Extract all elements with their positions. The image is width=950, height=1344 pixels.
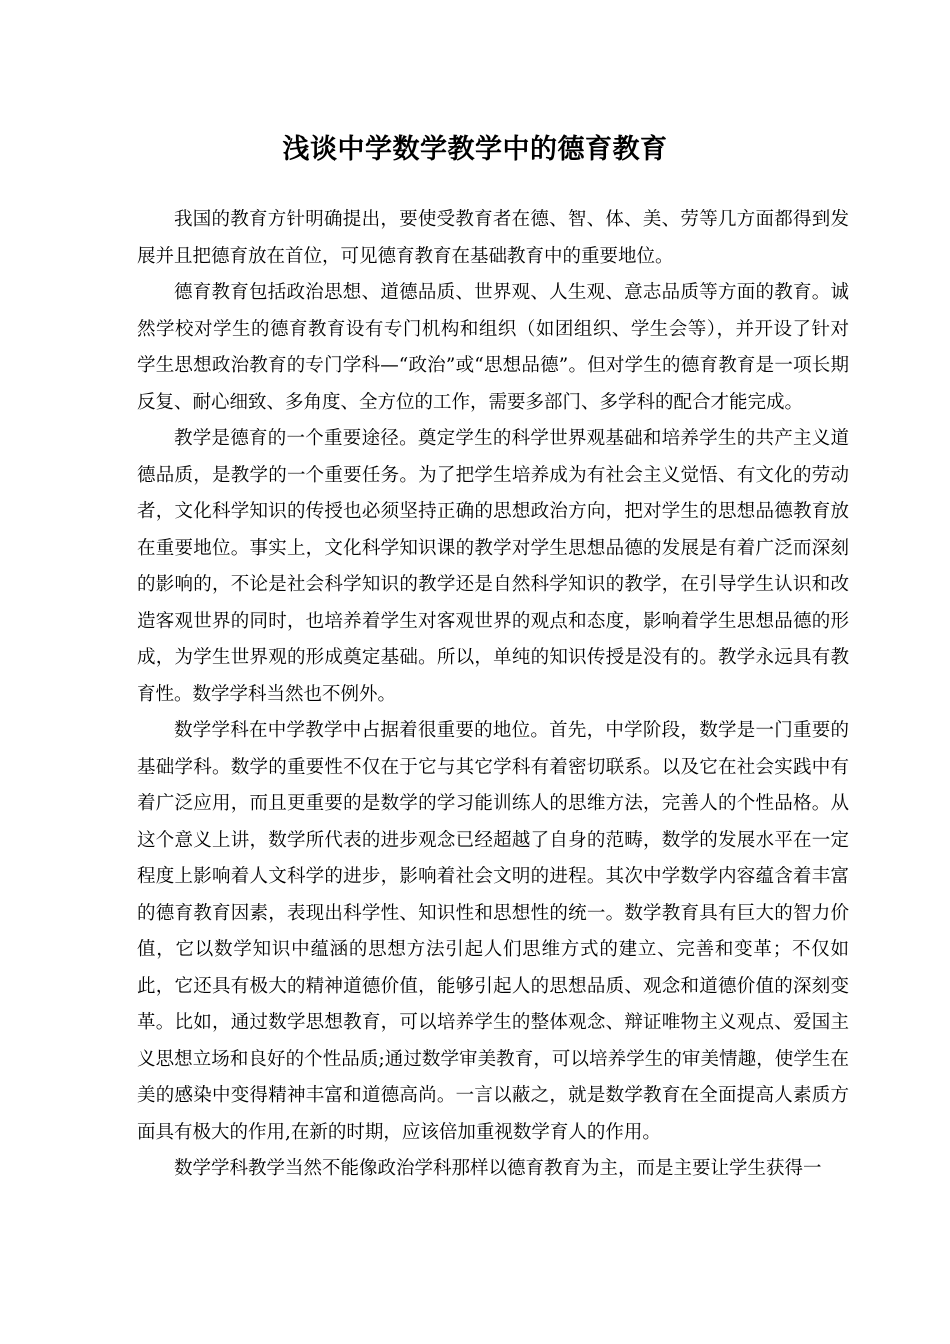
paragraph-2: 德育教育包括政治思想、道德品质、世界观、人生观、意志品质等方面的教育。诚然学校对学生的德育教育设有专门机构和组织（如团组织、学生会等），并开设了针对学生思想政治教育的专门学科—“政治”或“思想品德”。但对学生的德育教育是一项长期反复、耐心细致、多角度、全方位的工作，需要多部门、多学科的配合才能完成。 xyxy=(137,282,849,413)
document-title: 浅谈中学数学教学中的德育教育 xyxy=(282,134,668,165)
document-body xyxy=(137,202,849,1188)
paragraph-5: 数学学科教学当然不能像政治学科那样以德育教育为主，而是主要让学生获得一 xyxy=(174,1158,822,1179)
paragraph-4: 数学学科在中学教学中占据着很重要的地位。首先，中学阶段，数学是一门重要的基础学科。数学的重要性不仅在于它与其它学科有着密切联系。以及它在社会实践中有着广泛应用，而且更重要的是数学的学习能训练人的思维方法，完善人的个性品格。从这个意义上讲，数学所代表的进步观念已经超越了自身的范畴，数学的发展水平在一定程度上影响着人文科学的进步，影响着社会文明的进程。其次中学数学内容蕴含着丰富的德育教育因素，表现出科学性、知识性和思想性的统一。数学教育具有巨大的智力价值，它以数学知识中蕴涵的思想方法引起人们思维方式的建立、完善和变革；不仅如此，它还具有极大的精神道德价值，能够引起人的思想品质、观念和道德价值的深刻变革。比如，通过数学思想教育，可以培养学生的整体观念、辩证唯物主义观点、爱国主义思想立场和良好的个性品质;通过数学审美教育，可以培养学生的审美情趣，使学生在美的感染中变得精神丰富和道德高尚。一言以蔽之，就是数学教育在全面提高人素质方面具有极大的作用,在新的时期，应该倍加重视数学育人的作用。 xyxy=(137,720,849,1143)
paragraph-3: 教学是德育的一个重要途径。奠定学生的科学世界观基础和培养学生的共产主义道德品质，是教学的一个重要任务。为了把学生培养成为有社会主义觉悟、有文化的劳动者，文化科学知识的传授也必须坚持正确的思想政治方向，把对学生的思想品德教育放在重要地位。事实上，文化科学知识课的教学对学生思想品德的发展是有着广泛而深刻的影响的，不论是社会科学知识的教学还是自然科学知识的教学，在引导学生认识和改造客观世界的同时，也培养着学生对客观世界的观点和态度，影响着学生思想品德的形成，为学生世界观的形成奠定基础。所以，单纯的知识传授是没有的。教学永远具有教育性。数学学科当然也不例外。 xyxy=(137,428,849,705)
paragraph-1: 我国的教育方针明确提出，要使受教育者在德、智、体、美、劳等几方面都得到发展并且把德育放在首位，可见德育教育在基础教育中的重要地位。 xyxy=(137,209,849,267)
